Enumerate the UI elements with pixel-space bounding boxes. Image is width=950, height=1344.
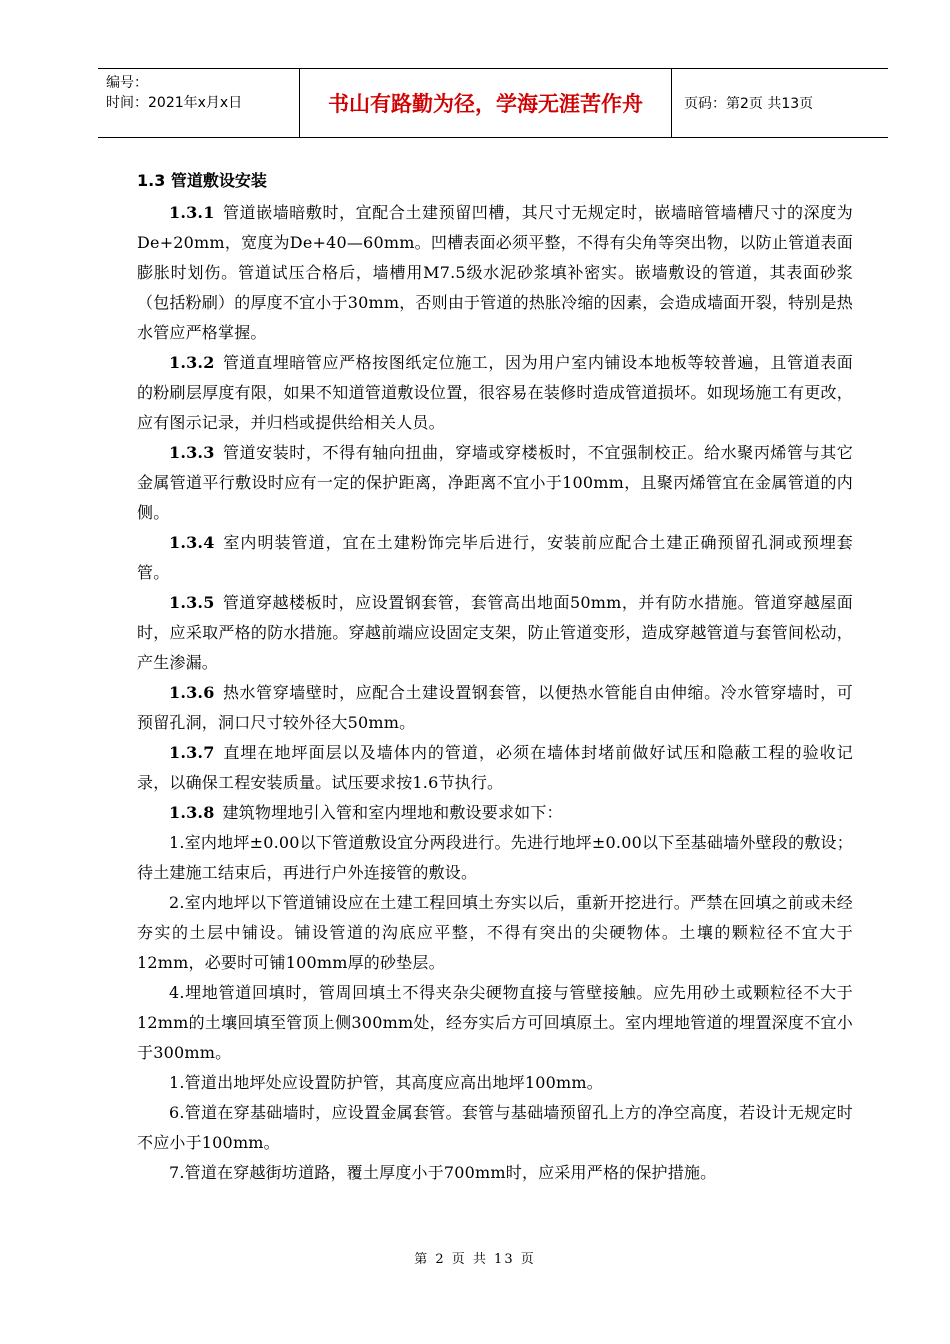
paragraph bbox=[137, 738, 853, 798]
paragraph bbox=[137, 1098, 853, 1158]
clause-number: 1.3.2 bbox=[169, 353, 215, 372]
paragraph bbox=[137, 528, 853, 588]
clause-number: 1.3.8 bbox=[169, 803, 215, 822]
paragraph-text: 1.室内地坪±0.00以下管道敷设宜分两段进行。先进行地坪±0.00以下至基础墙外壁段的敷设；待土建施工结束后，再进行户外连接管的敷设。 bbox=[137, 833, 853, 882]
paragraph-text: 管道直埋暗管应严格按图纸定位施工，因为用户室内铺设本地板等较普遍，且管道表面的粉刷层厚度有限，如果不知道管道敷设位置，很容易在装修时造成管道损坏。如现场施工有更改，应有图示记录，并归档或提供给相关人员。 bbox=[137, 353, 853, 432]
section-title: 1.3 管道敷设安装 bbox=[137, 171, 267, 190]
page-header bbox=[98, 68, 888, 138]
page-footer: 第 2 页 共 13 页 bbox=[414, 1252, 536, 1267]
paragraph bbox=[137, 1068, 853, 1098]
document-body bbox=[137, 166, 853, 1188]
paragraph-text: 管道嵌墙暗敷时，宜配合土建预留凹槽，其尺寸无规定时，嵌墙暗管墙槽尺寸的深度为De+20mm，宽度为De+40—60mm。凹槽表面必须平整，不得有尖角等突出物，以防止管道表面膨胀时划伤。管道试压合格后，墙槽用M7.5级水泥砂浆填补密实。嵌墙敷设的管道，其表面砂浆（包括粉刷）的厚度不宜小于30mm，否则由于管道的热胀冷缩的因素，会造成墙面开裂，特别是热水管应严格掌握。 bbox=[137, 203, 853, 342]
time-label: 时间：2021年x月x日 bbox=[106, 95, 243, 111]
paragraph bbox=[137, 198, 853, 348]
paragraph-text: 6.管道在穿基础墙时，应设置金属套管。套管与基础墙预留孔上方的净空高度，若设计无规定时不应小于100mm。 bbox=[137, 1103, 853, 1152]
clause-number: 1.3.5 bbox=[169, 593, 215, 612]
clause-number: 1.3.3 bbox=[169, 443, 215, 462]
paragraph-text: 2.室内地坪以下管道铺设应在土建工程回填土夯实以后，重新开挖进行。严禁在回填之前或未经夯实的土层中铺设。铺设管道的沟底应平整，不得有突出的尖硬物体。土壤的颗粒径不宜大于12mm，必要时可铺100mm厚的砂垫层。 bbox=[137, 893, 853, 972]
paragraph bbox=[137, 798, 853, 828]
clause-number: 1.3.1 bbox=[169, 203, 215, 222]
paragraph bbox=[137, 438, 853, 528]
clause-number: 1.3.7 bbox=[169, 743, 215, 762]
paragraph-text: 直埋在地坪面层以及墙体内的管道，必须在墙体封堵前做好试压和隐蔽工程的验收记录，以确保工程安装质量。试压要求按1.6节执行。 bbox=[137, 743, 853, 792]
paragraph-text: 4.埋地管道回填时，管周回填土不得夹杂尖硬物直接与管壁接触。应先用砂土或颗粒径不大于12mm的土壤回填至管顶上侧300mm处，经夯实后方可回填原土。室内埋地管道的埋置深度不宜小于300mm。 bbox=[137, 983, 853, 1062]
header-meta bbox=[98, 69, 300, 137]
paragraph bbox=[137, 888, 853, 978]
header-motto: 书山有路勤为径，学海无涯苦作舟 bbox=[300, 69, 672, 137]
paragraph-text: 建筑物埋地引入管和室内埋地和敷设要求如下： bbox=[222, 803, 563, 822]
paragraph bbox=[137, 1158, 853, 1188]
paragraph-text: 热水管穿墙壁时，应配合土建设置钢套管，以便热水管能自由伸缩。冷水管穿墙时，可预留孔洞，洞口尺寸较外径大50mm。 bbox=[137, 683, 853, 732]
paragraph-text: 管道安装时，不得有轴向扭曲，穿墙或穿楼板时，不宜强制校正。给水聚丙烯管与其它金属管道平行敷设时应有一定的保护距离，净距离不宜小于100mm，且聚丙烯管宜在金属管道的内侧。 bbox=[137, 443, 853, 522]
paragraph-text: 管道穿越楼板时，应设置钢套管，套管高出地面50mm，并有防水措施。管道穿越屋面时，应采取严格的防水措施。穿越前端应设固定支架，防止管道变形，造成穿越管道与套管间松动，产生渗漏。 bbox=[137, 593, 853, 672]
paragraph-list bbox=[137, 198, 853, 1188]
paragraph-text: 1.管道出地坪处应设置防护管，其高度应高出地坪100mm。 bbox=[169, 1073, 603, 1092]
clause-number: 1.3.6 bbox=[169, 683, 215, 702]
paragraph bbox=[137, 348, 853, 438]
serial-label: 编号： bbox=[106, 75, 148, 91]
paragraph bbox=[137, 978, 853, 1068]
clause-number: 1.3.4 bbox=[169, 533, 215, 552]
paragraph bbox=[137, 678, 853, 738]
paragraph-text: 室内明装管道，宜在土建粉饰完毕后进行，安装前应配合土建正确预留孔洞或预埋套管。 bbox=[137, 533, 853, 582]
paragraph-text: 7.管道在穿越街坊道路，覆土厚度小于700mm时，应采用严格的保护措施。 bbox=[169, 1163, 717, 1182]
header-page-code: 页码：第2页 共13页 bbox=[684, 96, 814, 112]
paragraph bbox=[137, 588, 853, 678]
paragraph bbox=[137, 828, 853, 888]
